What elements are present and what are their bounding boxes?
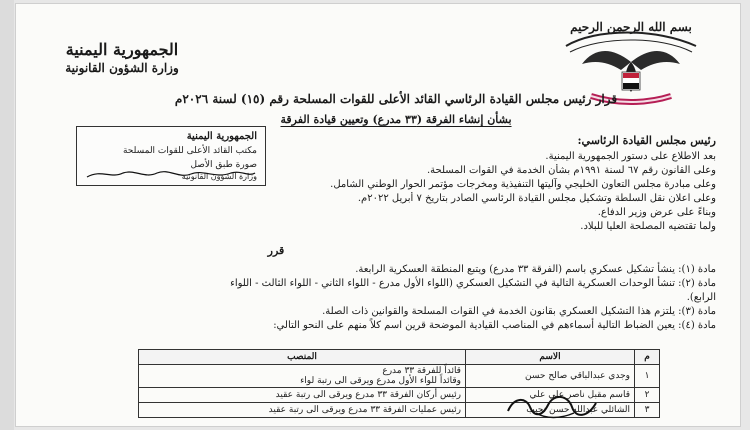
document-scan [16, 4, 740, 426]
emblem-title: بسم الله الرحمن الرحيم [570, 20, 692, 34]
article-line: مادة (٢): تنشأ الوحدات العسكرية التالية في التشكيل العسكري (اللواء الأول مدرع - اللواء الثاني - اللواء الثالث - اللواء [230, 278, 716, 289]
num-cell: ١ [635, 365, 660, 388]
table-header-row [139, 350, 660, 365]
table-row [139, 365, 660, 388]
stamp-signature-scribble [83, 167, 259, 181]
name-cell: وجدي عبدالباقي صالح حسن [466, 365, 635, 388]
official-stamp [76, 126, 266, 186]
position-line: قائداً للفرقة ٣٣ مدرع [382, 366, 461, 376]
num-cell: ٢ [635, 388, 660, 403]
position-cell [139, 365, 466, 388]
handwritten-signature [496, 389, 616, 423]
position-line: رئيس عمليات الفرقة ٣٣ مدرع ويرقى الى رتبة عقيد [268, 405, 461, 415]
preamble [276, 134, 716, 234]
decision-title: قرار رئيس مجلس القيادة الرئاسي القائد الأعلى للقوات المسلحة رقم (١٥) لسنة ٢٠٢٦م [174, 92, 618, 106]
table-header-num: م [635, 350, 660, 365]
article-line: مادة (٤): يعين الضباط التالية أسماءهم في المناصب القيادية الموضحة قرين اسم كلاً منهم على النحو التالي: [273, 320, 716, 331]
table-header-name: الاسم [466, 350, 635, 365]
name-cell: قاسم مقبل ناصر علي علي [466, 388, 635, 403]
num-cell: ٣ [635, 403, 660, 418]
header-line-1: الجمهورية اليمنية [65, 40, 179, 59]
articles [56, 263, 716, 333]
article-line: مادة (١): ينشأ تشكيل عسكري باسم (الفرقة ٣٣ مدرع) ويتبع المنطقة العسكرية الرابعة. [355, 264, 716, 275]
preamble-line: وعلى اعلان نقل السلطة وتشكيل مجلس القيادة الرئاسي الصادر بتاريخ ٧ أبريل ٢٠٢٢م. [357, 193, 716, 204]
preamble-line: ولما تقتضيه المصلحة العليا للبلاد. [580, 221, 716, 232]
article-line: الرابع). [686, 292, 716, 303]
preamble-heading: رئيس مجلس القيادة الرئاسي: [577, 134, 716, 147]
position-line: رئيس أركان الفرقة ٣٣ مدرع ويرقى الى رتبة عقيد [275, 390, 461, 400]
article-line: مادة (٣): يلتزم هذا التشكيل العسكري بقانون الخدمة في القوات المسلحة والقوانين ذات الصلة. [322, 306, 716, 317]
position-cell [139, 403, 466, 418]
header-line-2: وزارة الشؤون القانونية [65, 61, 179, 75]
left-header-block [32, 40, 212, 75]
page-edge [0, 0, 14, 430]
table-header-position: المنصب [139, 350, 466, 365]
stamp-line-1: الجمهورية اليمنية [186, 131, 257, 142]
position-line: وقائداً للواء الأول مدرع ويرقى الى رتبة لواء [300, 376, 461, 386]
position-cell [139, 388, 466, 403]
preamble-line: وعلى القانون رقم ٦٧ لسنة ١٩٩١م بشأن الخدمة في القوات المسلحة. [426, 165, 716, 176]
decided-label: قرر [267, 244, 285, 257]
decision-subtitle: بشأن إنشاء الفرقة (٣٣ مدرع) وتعيين قيادة الفرقة [280, 113, 512, 126]
stamp-line-4: وزارة الشؤون القانونية [181, 172, 257, 181]
stamp-line-3: صورة طبق الأصل [190, 160, 257, 170]
name-cell: الشائلي عبدالله حسن نجيب [466, 403, 635, 418]
stamp-line-2: مكتب القائد الأعلى للقوات المسلحة [122, 146, 257, 156]
preamble-line: وبناءً على عرض وزير الدفاع. [597, 207, 716, 218]
preamble-line: وعلى مبادرة مجلس التعاون الخليجي وآليتها التنفيذية ومخرجات مؤتمر الحوار الوطني الشامل. [330, 179, 716, 190]
preamble-line: بعد الاطلاع على دستور الجمهورية اليمنية. [545, 151, 716, 162]
